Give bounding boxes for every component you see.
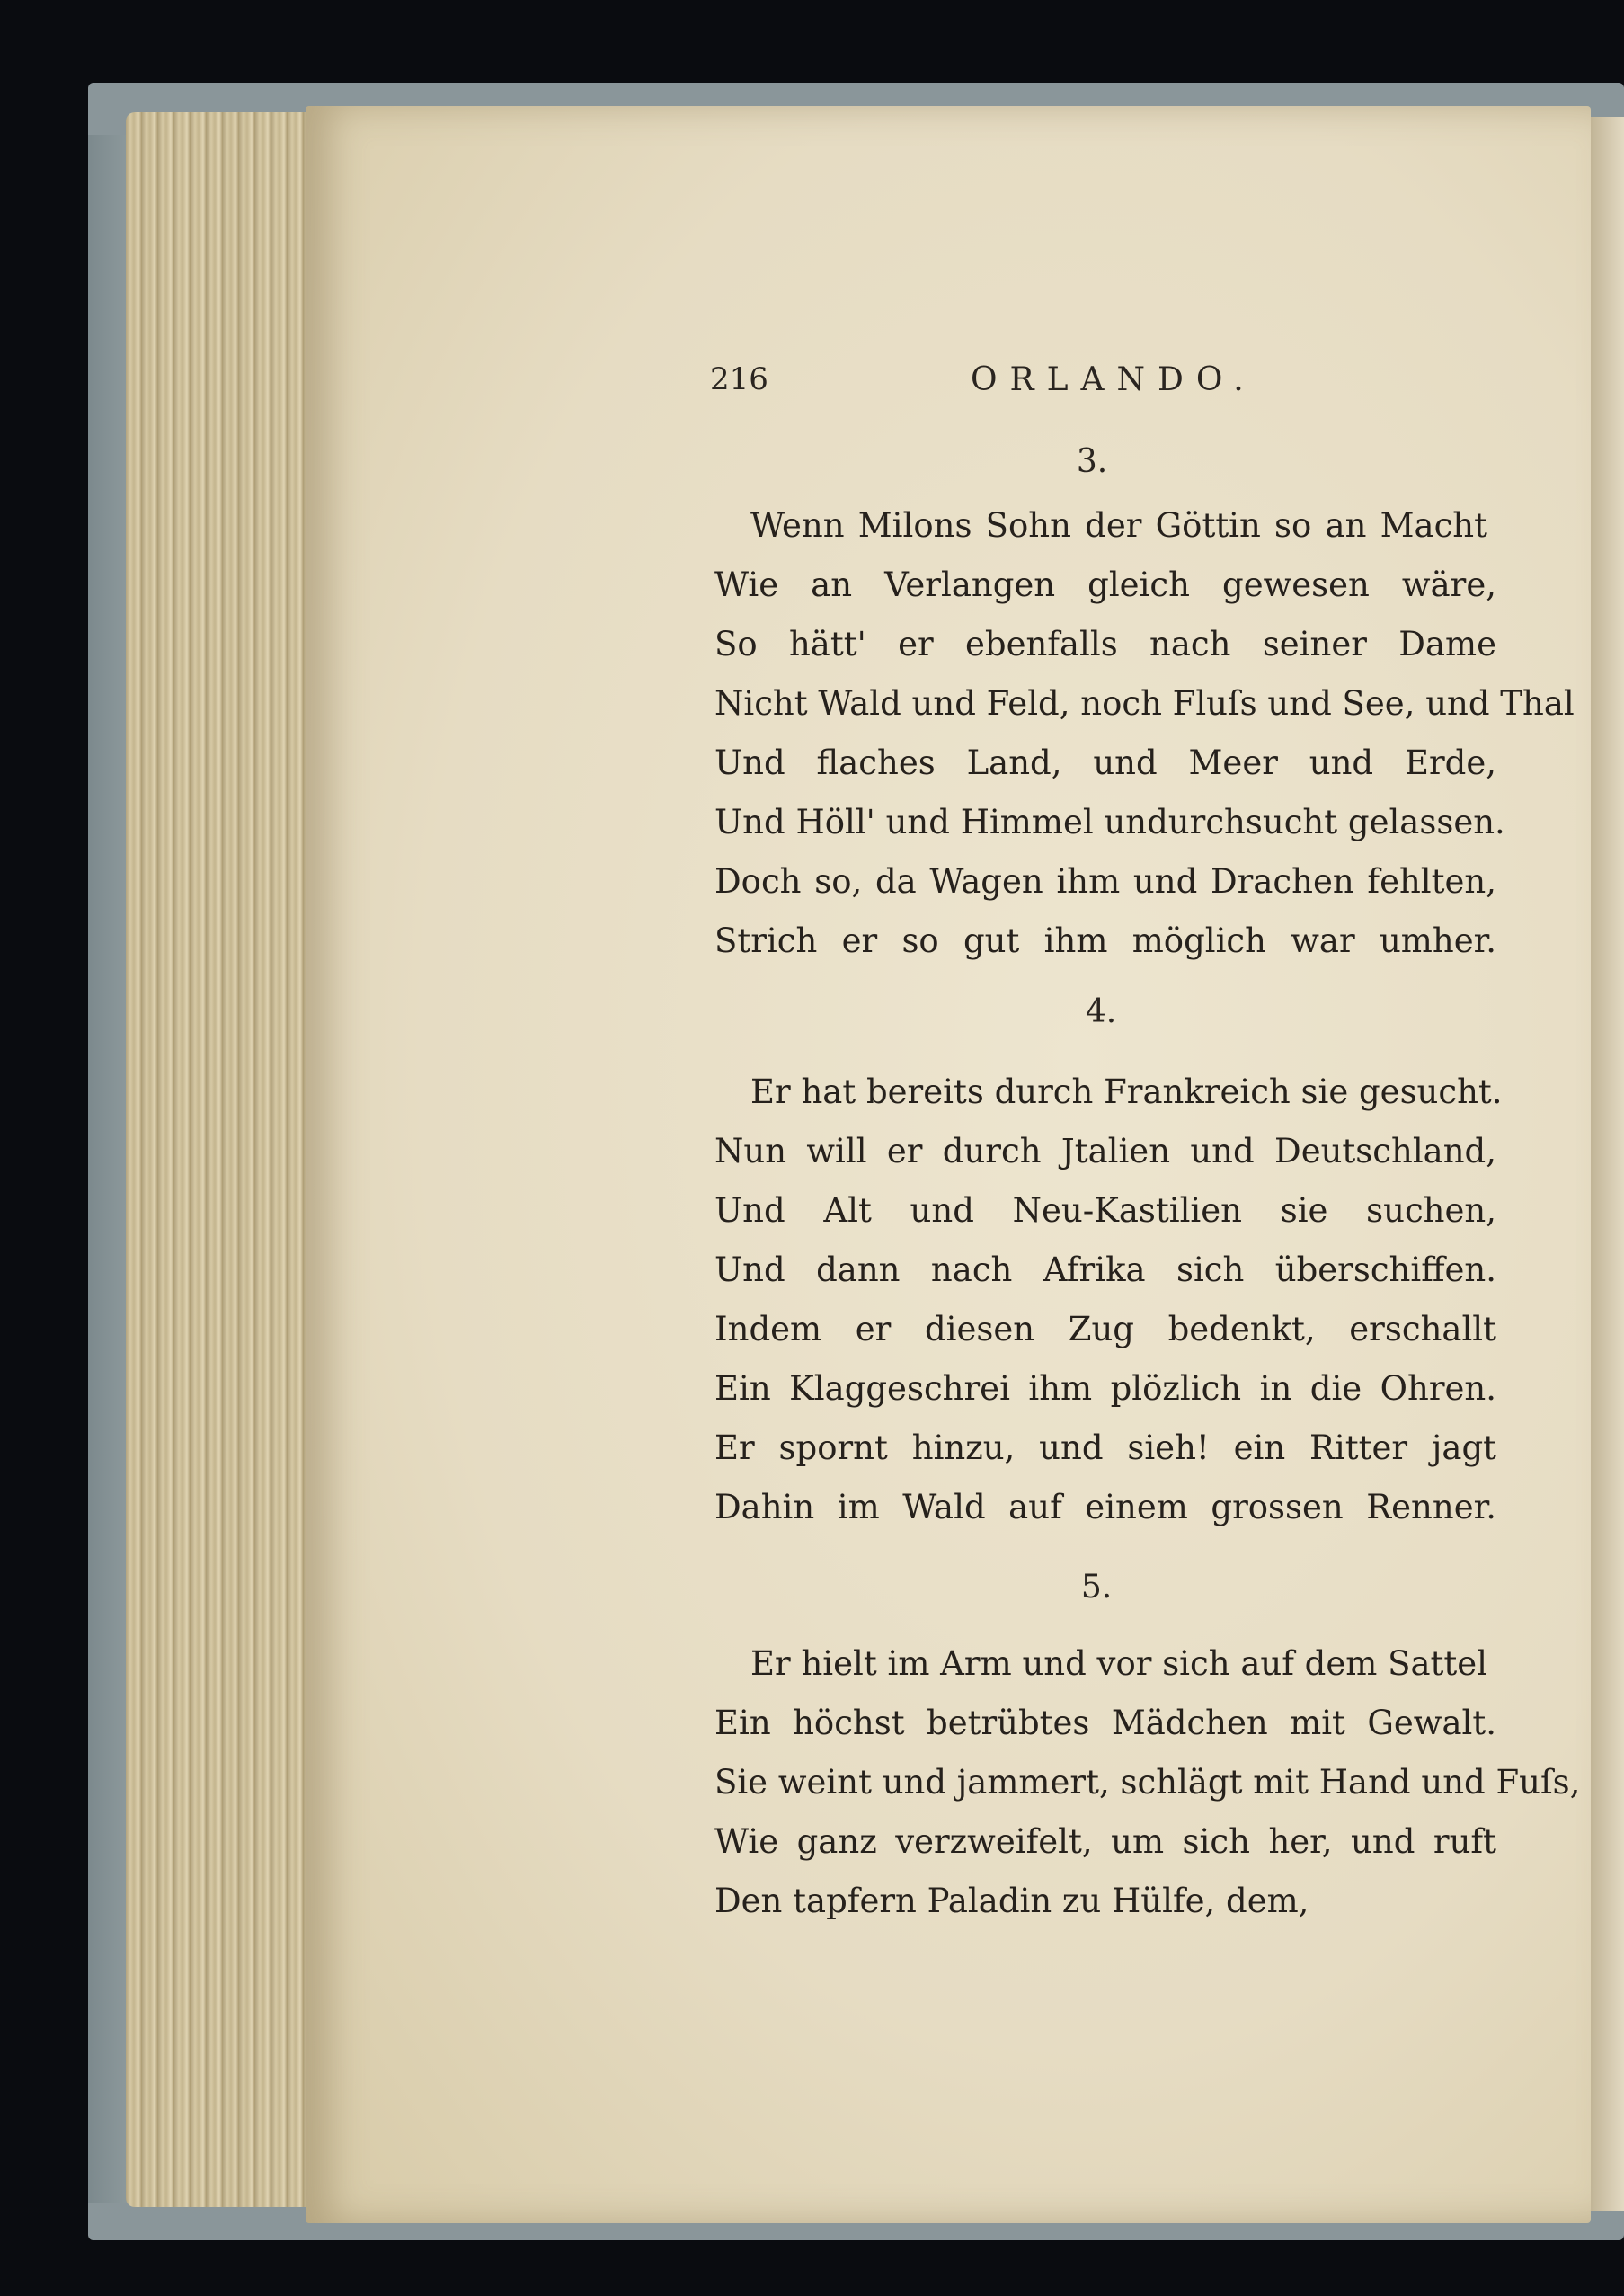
- verse-line: Wie an Verlangen gleich gewesen wäre,: [714, 565, 1496, 604]
- verse-line: Sie weint und jammert, schlägt mit Hand und Fuſs,: [714, 1763, 1581, 1802]
- verse-line: Und dann nach Afrika sich überschiffen.: [714, 1250, 1496, 1289]
- verse-line: Nicht Wald und Feld, noch Fluſs und See, und Thal: [714, 684, 1575, 723]
- verse-line: Er hat bereits durch Frankreich sie gesucht.: [750, 1072, 1503, 1111]
- stanza-number: 3.: [1076, 443, 1108, 480]
- verse-line: Er spornt hinzu, und sieh! ein Ritter jagt: [714, 1428, 1496, 1467]
- verse-line: Und Alt und Neu-Kastilien sie suchen,: [714, 1191, 1496, 1230]
- verse-line: So hätt' er ebenfalls nach seiner Dame: [714, 625, 1496, 663]
- verse-line: Den tapfern Paladin zu Hülfe, dem,: [714, 1882, 1309, 1920]
- page-edges: [126, 112, 324, 2207]
- verse-line: Wenn Milons Sohn der Göttin so an Macht: [750, 506, 1487, 545]
- verse-line: Nun will er durch Jtalien und Deutschland,: [714, 1132, 1496, 1170]
- page-header: [710, 361, 1256, 415]
- verse-line: Und flaches Land, und Meer und Erde,: [714, 743, 1496, 782]
- verse-line: Doch so, da Wagen ihm und Drachen fehlten,: [714, 862, 1496, 901]
- verse-line: Ein Klaggeschrei ihm plözlich in die Ohren.: [714, 1369, 1496, 1408]
- verse-line: Strich er so gut ihm möglich war umher.: [714, 921, 1496, 960]
- stanza-number: 4.: [1085, 993, 1117, 1030]
- verse-line: Ein höchst betrübtes Mädchen mit Gewalt.: [714, 1704, 1496, 1742]
- stanza-number: 5.: [1080, 1569, 1113, 1606]
- verse-line: Indem er diesen Zug bedenkt, erschallt: [714, 1310, 1496, 1348]
- verse-line: Dahin im Wald auf einem grossen Renner.: [714, 1488, 1496, 1526]
- verse-line: Wie ganz verzweifelt, um sich her, und ruft: [714, 1822, 1496, 1861]
- page-number: 216: [710, 361, 768, 397]
- verse-line: Und Höll' und Himmel undurchsucht gelassen.: [714, 803, 1505, 841]
- running-title: ORLANDO.: [971, 361, 1256, 398]
- verse-line: Er hielt im Arm und vor sich auf dem Sattel: [750, 1644, 1487, 1683]
